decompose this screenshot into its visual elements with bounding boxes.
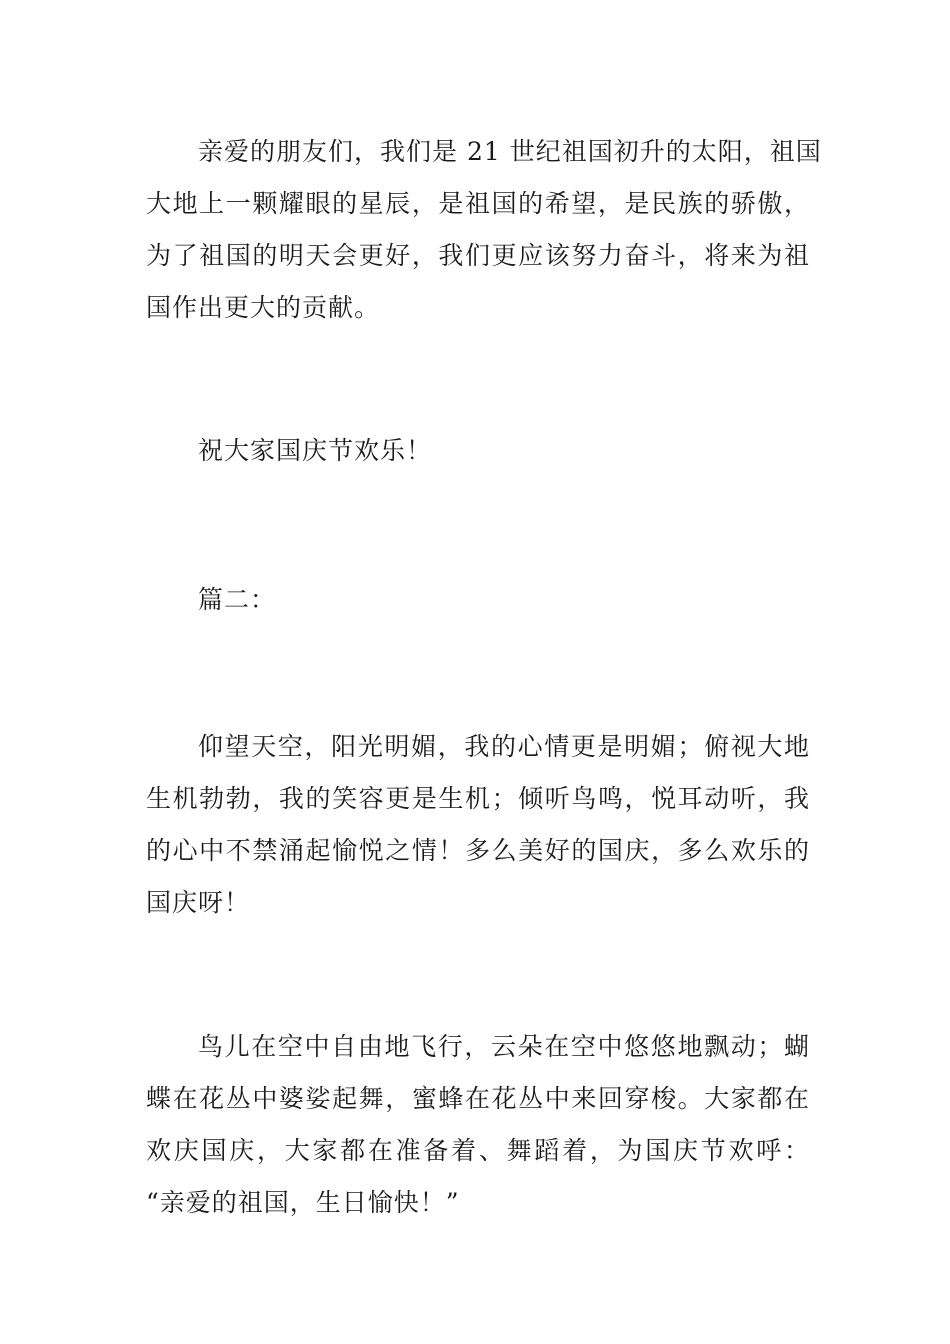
paragraph-3: [146, 721, 810, 929]
paragraph-3-line-1: 仰望天空，阳光明媚，我的心情更是明媚；俯视大地: [198, 732, 810, 761]
paragraph-3-line-3: 的心中不禁涌起愉悦之情！多么美好的国庆，多么欢乐的: [146, 836, 810, 865]
paragraph-4: [146, 1021, 810, 1229]
paragraph-2: [146, 425, 810, 477]
paragraph-1-line-1: 亲爱的朋友们，我们是 21 世纪祖国初升的太阳，祖国: [198, 137, 822, 166]
paragraph-1-line-2: 大地上一颗耀眼的星辰，是祖国的希望，是民族的骄傲，: [146, 189, 810, 218]
paragraph-4-line-4: “亲爱的祖国，生日愉快！”: [146, 1188, 460, 1217]
section-heading-text: 篇二：: [198, 585, 277, 614]
paragraph-1-line-4: 国作出更大的贡献。: [146, 293, 381, 322]
paragraph-3-line-2: 生机勃勃，我的笑容更是生机；倾听鸟鸣，悦耳动听，我: [146, 784, 810, 813]
paragraph-1: [146, 126, 822, 334]
section-heading-part-two: [146, 574, 810, 626]
paragraph-4-line-3: 欢庆国庆，大家都在准备着、舞蹈着，为国庆节欢呼：: [146, 1136, 810, 1165]
paragraph-4-line-1: 鸟儿在空中自由地飞行，云朵在空中悠悠地飘动；蝴: [198, 1032, 810, 1061]
paragraph-1-line-3: 为了祖国的明天会更好，我们更应该努力奋斗，将来为祖: [146, 241, 810, 270]
paragraph-2-line-1: 祝大家国庆节欢乐！: [198, 436, 433, 465]
paragraph-4-line-2: 蝶在花丛中婆娑起舞，蜜蜂在花丛中来回穿梭。大家都在: [146, 1084, 810, 1113]
paragraph-3-line-4: 国庆呀！: [146, 888, 251, 917]
